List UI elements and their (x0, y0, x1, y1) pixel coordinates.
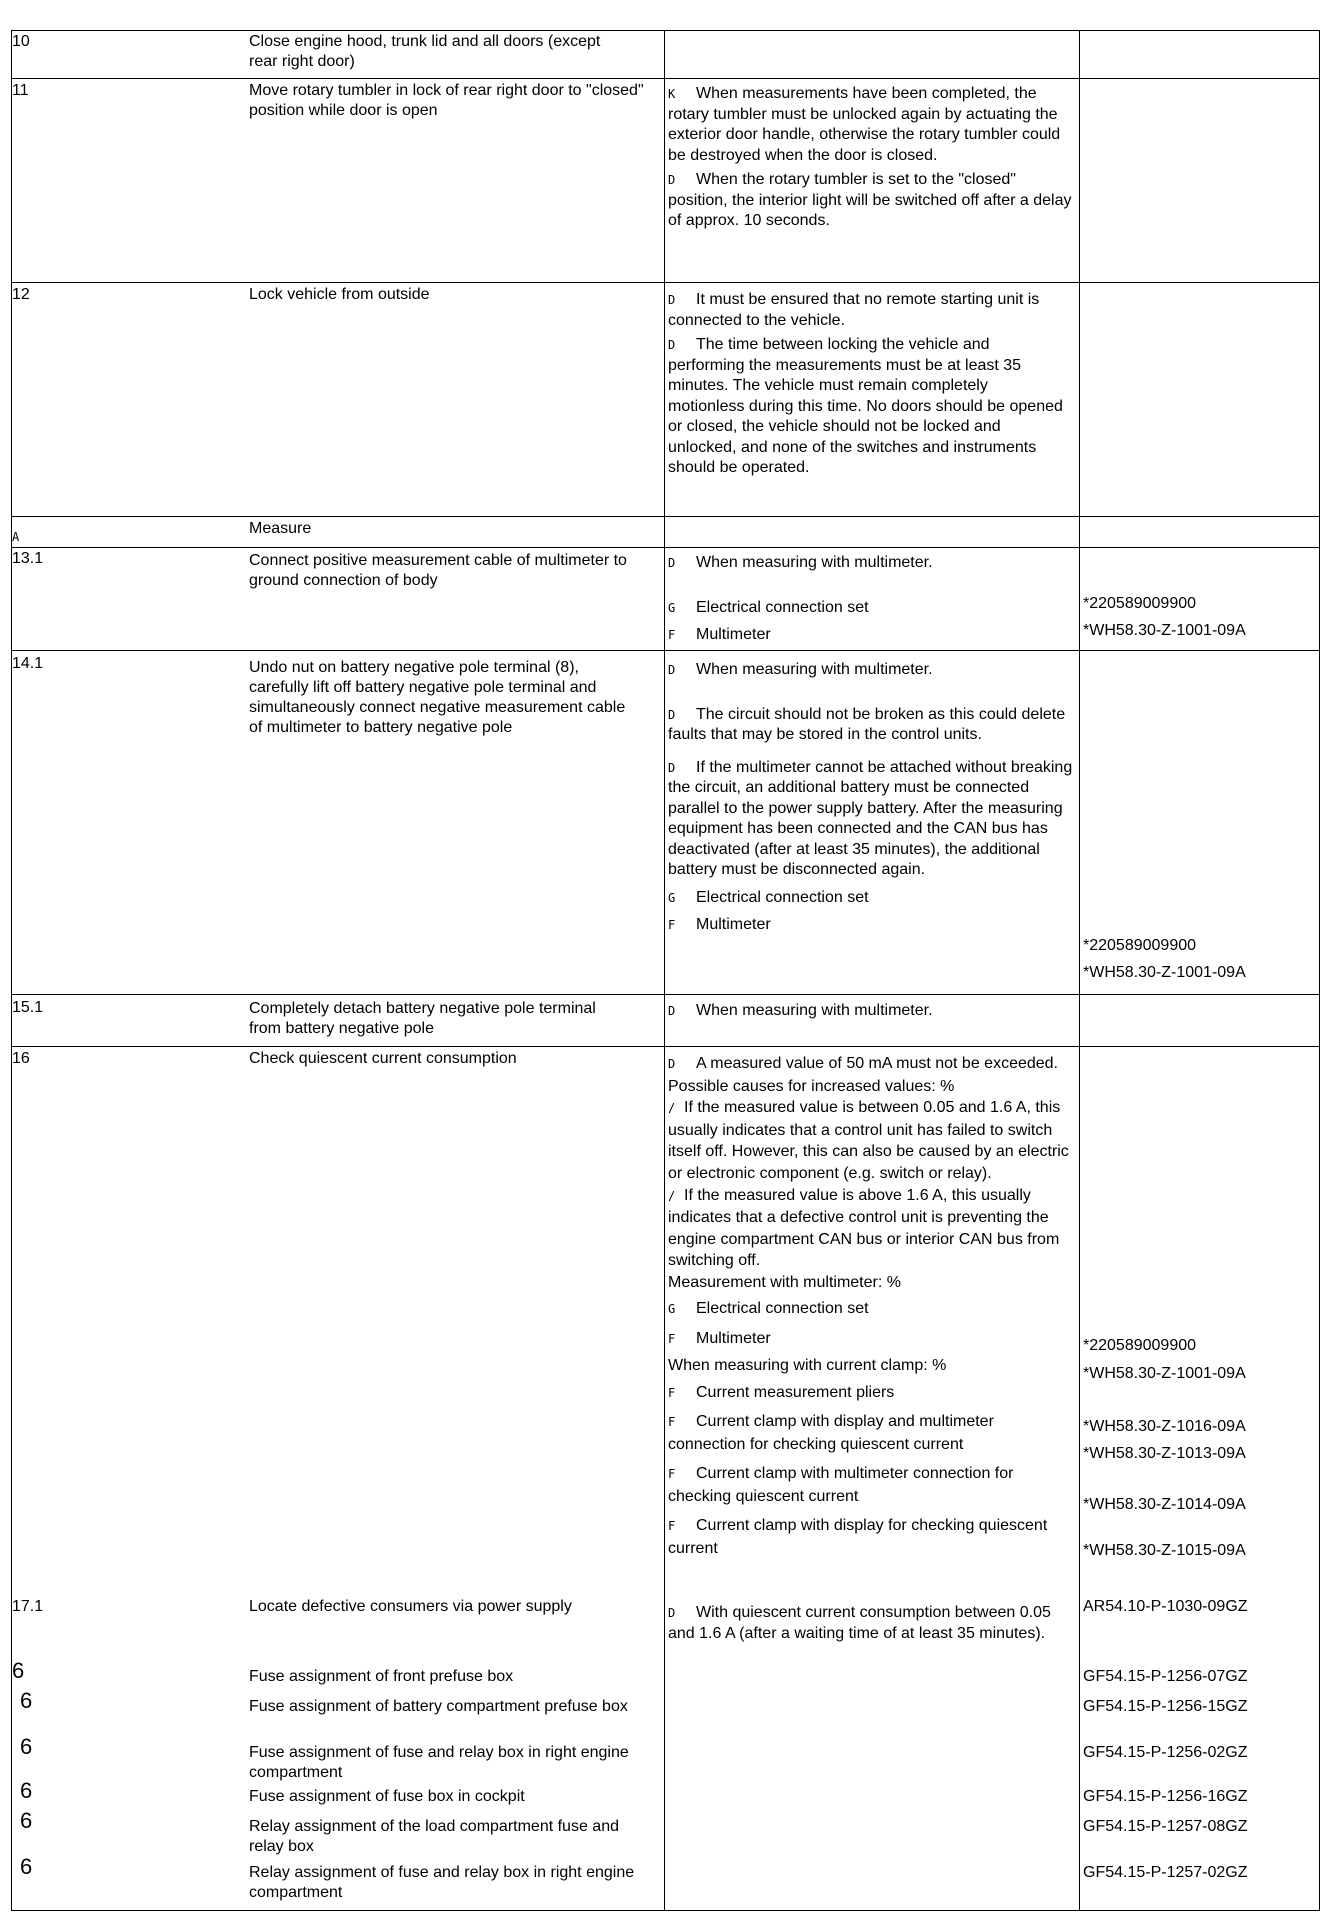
column-divider (664, 31, 665, 1910)
note-item: D When the rotary tumbler is set to the "closed" position, the interior light will be switched off after a delay of approx. 10 seconds. (668, 171, 1072, 229)
step-notes (668, 1053, 1070, 1559)
note-item: G Electrical connection set (668, 1299, 869, 1317)
step-notes (668, 1001, 1068, 1026)
step-number: 6 (20, 1808, 33, 1833)
reference-code[interactable]: *WH58.30-Z-1001-09A (1083, 964, 1246, 981)
procedure-table (11, 30, 1320, 1911)
step-number: 12 (12, 286, 30, 303)
note-item: F Current clamp with display for checking quiescent current (668, 1517, 1048, 1557)
step-description: Completely detach battery negative pole terminal from battery negative pole (249, 1000, 596, 1037)
note-item: F Current measurement pliers (668, 1384, 895, 1402)
note-item: D When measuring with multimeter. (668, 661, 933, 678)
reference-code[interactable]: GF54.15-P-1256-16GZ (1083, 1788, 1248, 1805)
note-item: G Electrical connection set (668, 598, 869, 616)
note-item: / If the measured value is above 1.6 A, this usually indicates that a defective control unit is preventing the engine compartment CAN bus or interior CAN bus from switching off. (668, 1186, 1060, 1270)
reference-code[interactable]: *220589009900 (1083, 937, 1197, 954)
step-description: Relay assignment of the load compartment fuse and relay box (249, 1818, 619, 1855)
note-item: F Current clamp with multimeter connection for checking quiescent current (668, 1465, 1014, 1505)
row-divider (12, 650, 1319, 651)
reference-code[interactable]: *WH58.30-Z-1001-09A (1083, 1365, 1246, 1382)
row-divider (12, 994, 1319, 995)
reference-code[interactable]: GF54.15-P-1256-15GZ (1083, 1698, 1248, 1715)
step-description: Check quiescent current consumption (249, 1050, 517, 1067)
step-description: Measure (249, 520, 312, 537)
reference-code[interactable]: *220589009900 (1083, 1337, 1197, 1354)
step-number: 17.1 (12, 1598, 44, 1615)
step-number: 16 (12, 1050, 30, 1067)
step-number: 14.1 (12, 655, 44, 672)
note-item: F Multimeter (668, 916, 771, 933)
step-description: Move rotary tumbler in lock of rear right door to "closed" position while door is open (249, 82, 644, 119)
reference-code[interactable]: GF54.15-P-1257-08GZ (1083, 1818, 1248, 1835)
reference-code[interactable]: *WH58.30-Z-1015-09A (1083, 1542, 1246, 1559)
step-number: 11 (12, 82, 29, 99)
note-item: D It must be ensured that no remote starting unit is connected to the vehicle. (668, 291, 1040, 329)
step-description: Fuse assignment of fuse and relay box in right engine compartment (249, 1744, 629, 1781)
step-number: 15.1 (12, 999, 44, 1016)
note-item: F Current clamp with display and multimeter connection for checking quiescent current (668, 1412, 994, 1453)
note-item: G Electrical connection set (668, 888, 869, 906)
step-number: 6 (12, 1658, 25, 1683)
note-item: D The time between locking the vehicle and performing the measurements must be at least 35 minutes. The vehicle must remain completely motionless during this time. No doors should be opened or closed, the vehicle should not be locked and unlocked, and none of the switches and instruments should be operated. (668, 336, 1063, 476)
step-description: Locate defective consumers via power supply (249, 1598, 572, 1615)
note-item: D A measured value of 50 mA must not be exceeded. Possible causes for increased values: % (668, 1055, 1058, 1095)
step-number: 6 (20, 1778, 33, 1803)
step-notes (668, 84, 1076, 236)
step-description: Connect positive measurement cable of multimeter to ground connection of body (249, 552, 627, 589)
step-description: Relay assignment of fuse and relay box in right engine compartment (249, 1864, 635, 1901)
reference-code[interactable]: *WH58.30-Z-1016-09A (1083, 1418, 1246, 1435)
note-item: D When measuring with multimeter. (668, 1002, 933, 1019)
reference-code[interactable]: GF54.15-P-1256-07GZ (1083, 1668, 1248, 1685)
row-divider (12, 547, 1319, 548)
step-number: 10 (12, 33, 30, 50)
column-divider (1079, 31, 1080, 1910)
note-item: When measuring with current clamp: % (668, 1356, 947, 1374)
step-description: Fuse assignment of front prefuse box (249, 1668, 514, 1685)
note-item: Measurement with multimeter: % (668, 1273, 901, 1291)
step-notes (668, 660, 1073, 940)
step-notes (668, 290, 1063, 483)
note-item: / If the measured value is between 0.05 and 1.6 A, this usually indicates that a control unit has failed to switch itself off. However, this can also be caused by an electric or electronic component (e.g. switch or relay). (668, 1099, 1069, 1182)
step-number: 13.1 (12, 550, 44, 567)
row-divider (12, 78, 1319, 79)
reference-code[interactable]: AR54.10-P-1030-09GZ (1083, 1598, 1248, 1615)
step-description: Undo nut on battery negative pole terminal (8), carefully lift off battery negative pole terminal and simultaneously connect negative measurement cable of multimeter to battery negative pole (249, 659, 626, 736)
step-number: A (12, 530, 20, 544)
step-number: 6 (20, 1854, 33, 1879)
note-item: D The circuit should not be broken as this could delete faults that may be stored in the control units. (668, 705, 1066, 743)
step-description: Close engine hood, trunk lid and all doors (except rear right door) (249, 33, 601, 70)
reference-code[interactable]: *WH58.30-Z-1001-09A (1083, 622, 1246, 639)
step-number: 6 (20, 1734, 33, 1759)
reference-code[interactable]: *WH58.30-Z-1013-09A (1083, 1445, 1246, 1462)
reference-code[interactable]: GF54.15-P-1256-02GZ (1083, 1744, 1248, 1761)
step-description: Lock vehicle from outside (249, 286, 430, 303)
step-notes (668, 553, 1068, 650)
note-item: D If the multimeter cannot be attached without breaking the circuit, an additional battery must be connected parallel to the power supply battery. After the measuring equipment has been connected and the CAN bus has deactivated (after at least 35 minutes), the additional battery must be disconnected again. (668, 758, 1073, 878)
note-item: D With quiescent current consumption between 0.05 and 1.6 A (after a waiting time of at least 35 minutes). (668, 1604, 1051, 1642)
note-item: F Multimeter (668, 626, 771, 643)
reference-code[interactable]: GF54.15-P-1257-02GZ (1083, 1864, 1248, 1881)
step-description: Fuse assignment of fuse box in cockpit (249, 1788, 525, 1805)
step-description: Fuse assignment of battery compartment prefuse box (249, 1698, 628, 1715)
note-item: F Multimeter (668, 1330, 771, 1348)
note-item: K When measurements have been completed, the rotary tumbler must be unlocked again by actuating the exterior door handle, otherwise the rotary tumbler could be destroyed when the door is closed. (668, 85, 1061, 164)
note-item: D When measuring with multimeter. (668, 554, 933, 571)
reference-code[interactable]: *220589009900 (1083, 595, 1197, 612)
row-divider (12, 282, 1319, 283)
reference-code[interactable]: *WH58.30-Z-1014-09A (1083, 1496, 1246, 1513)
row-divider (12, 1046, 1319, 1047)
step-number: 6 (20, 1688, 33, 1713)
step-notes (668, 1603, 1070, 1648)
row-divider (12, 516, 1319, 517)
